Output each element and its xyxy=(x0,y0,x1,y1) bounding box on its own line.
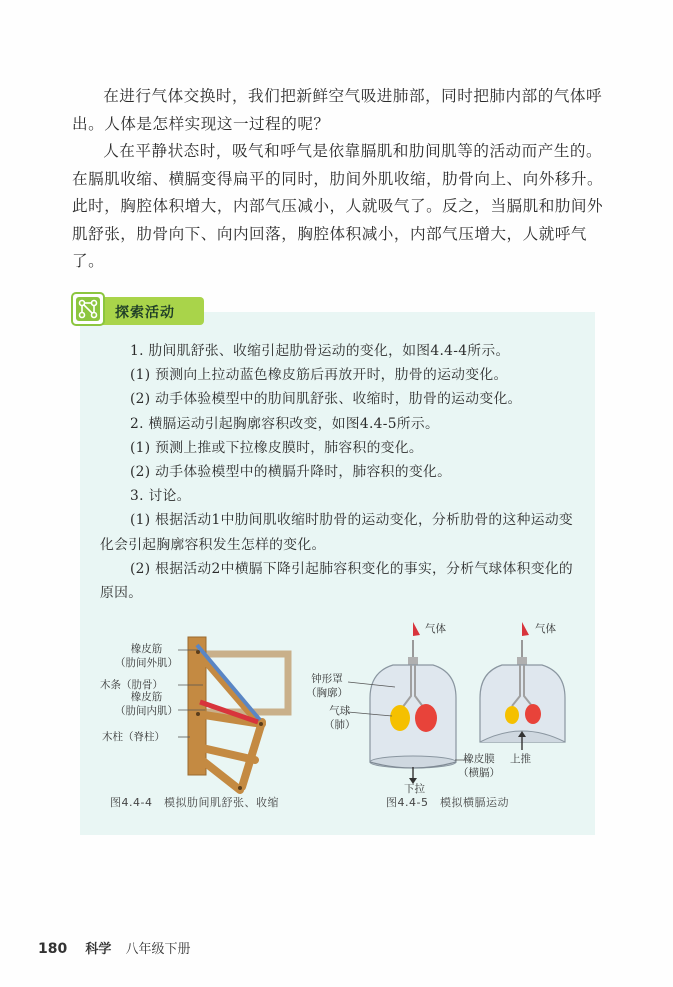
activity-item-2: 2. 横膈运动引起胸廓容积改变，如图4.4-5所示。 xyxy=(130,415,440,432)
label-push-up: 上推 xyxy=(510,753,531,765)
activity-item-1-2: (2) 动手体验模型中的肋间肌舒张、收缩时，肋骨的运动变化。 xyxy=(130,391,522,408)
label-pull-down: 下拉 xyxy=(404,783,425,795)
activity-item-2-1: (1) 预测上推或下拉橡皮膜时，肺容积的变化。 xyxy=(130,439,423,456)
page-number: 180 xyxy=(38,941,68,957)
activity-badge xyxy=(68,289,206,329)
figure-4-4-4-caption: 图4.4-4 模拟肋间肌舒张、收缩 xyxy=(110,796,279,809)
subject-name: 科学 xyxy=(85,942,112,957)
label-wood-post: 木柱（脊柱） xyxy=(102,731,165,743)
intro-paragraph-2: 人在平静状态时，吸气和呼气是依靠膈肌和肋间肌等的活动而产生的。在膈肌收缩、横膈变得扁平的同时，肋间外肌收缩，肋骨向上、向外移升。此时，胸腔体积增大，内部气压减小，人就吸气了。反之，当膈肌和肋间外肌舒张，肋骨向下、向内回落，胸腔体积减小，内部气压增大，人就呼气了。 xyxy=(72,142,604,270)
page-footer xyxy=(38,938,191,957)
rib-model-illustration xyxy=(178,637,288,790)
figures-area xyxy=(80,612,595,812)
activity-item-3-1: (1) 根据活动1中肋间肌收缩时肋骨的运动变化，分析肋骨的这种运动变化会引起胸廓容积发生怎样的变化。 xyxy=(100,512,574,553)
activity-item-3-2: (2) 根据活动2中横膈下降引起肺容积变化的事实，分析气球体积变化的原因。 xyxy=(100,560,574,602)
label-blue-band: 橡皮筋 （肋间外肌） xyxy=(115,643,178,669)
intro-paragraph-1: 在进行气体交换时，我们把新鲜空气吸进肺部，同时把肺内部的气体呼出。人体是怎样实现这一过程的呢？ xyxy=(72,87,603,133)
activity-list xyxy=(100,339,585,605)
activity-item-1: 1. 肋间肌舒张、收缩引起肋骨运动的变化，如图4.4-4所示。 xyxy=(130,343,510,359)
label-membrane: 橡皮膜 （横膈） xyxy=(458,753,500,779)
label-red-band: 橡皮筋 （肋间内肌） xyxy=(115,691,178,717)
label-gas-right: 气体 xyxy=(535,623,556,635)
activity-title: 探索活动 xyxy=(115,305,175,321)
intro-text xyxy=(72,83,612,276)
activity-item-2-2: (2) 动手体验模型中的横膈升降时，肺容积的变化。 xyxy=(130,464,452,481)
bell-jar-illustration-left xyxy=(370,622,456,784)
grade-name: 八年级下册 xyxy=(125,942,191,957)
label-wood-rib: 木条（肋骨） xyxy=(100,679,163,691)
figure-4-4-5-caption: 图4.4-5 模拟横膈运动 xyxy=(386,796,509,809)
explore-icon xyxy=(68,289,108,329)
label-balloon: 气球 （肺） xyxy=(324,705,356,731)
label-gas-left: 气体 xyxy=(425,623,446,635)
activity-item-3: 3. 讨论。 xyxy=(130,488,191,505)
bell-jar-illustration-right xyxy=(480,622,565,750)
label-bell-jar: 钟形罩 （胸廓） xyxy=(306,673,348,699)
activity-item-1-1: (1) 预测向上拉动蓝色橡皮筋后再放开时，肋骨的运动变化。 xyxy=(130,367,508,384)
